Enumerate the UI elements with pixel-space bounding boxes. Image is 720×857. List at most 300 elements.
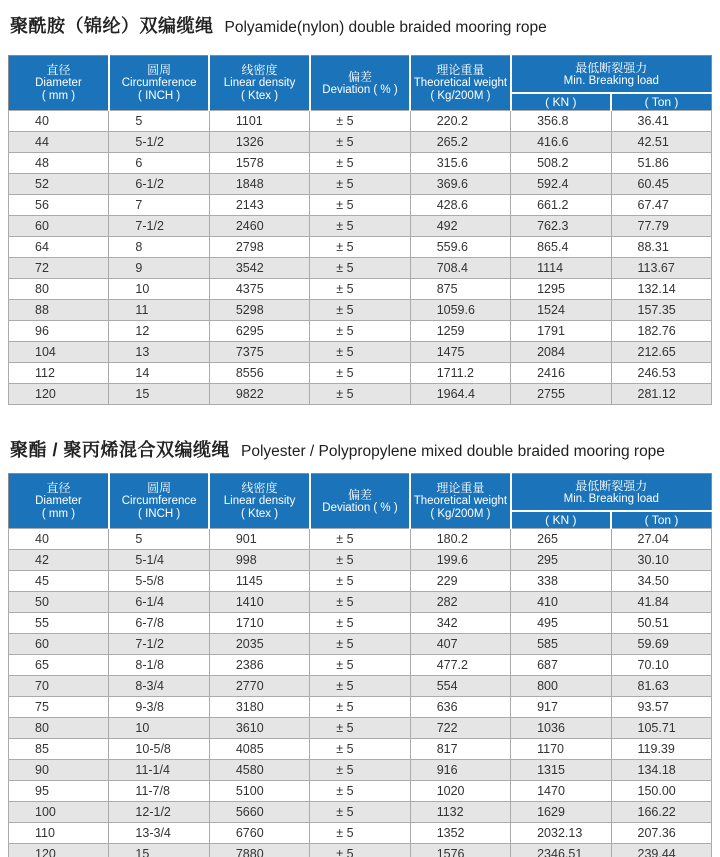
cell: ± 5 <box>310 781 410 802</box>
cell: 1020 <box>410 781 510 802</box>
title-chinese: 聚酯 / 聚丙烯混合双编缆绳 <box>10 440 231 460</box>
cell: 42 <box>9 550 109 571</box>
group-header-en: Min. Breaking load <box>563 492 659 505</box>
cell: ± 5 <box>310 195 410 216</box>
cell: 2770 <box>209 676 309 697</box>
cell: 150.00 <box>611 781 711 802</box>
cell: 60 <box>9 634 109 655</box>
cell: 865.4 <box>511 237 611 258</box>
cell: 1101 <box>209 111 309 132</box>
cell: 10-5/8 <box>109 739 209 760</box>
table-row <box>9 342 712 363</box>
table-row <box>9 718 712 739</box>
cell: 80 <box>9 718 109 739</box>
cell: 48 <box>9 153 109 174</box>
cell: ± 5 <box>310 300 410 321</box>
cell: 1710 <box>209 613 309 634</box>
cell: 70 <box>9 676 109 697</box>
group-header-en: Min. Breaking load <box>563 74 659 87</box>
table-row <box>9 676 712 697</box>
col-header-diameter <box>9 56 109 111</box>
table-row <box>9 781 712 802</box>
cell: 199.6 <box>410 550 510 571</box>
header-group-row <box>9 56 712 94</box>
table-row <box>9 216 712 237</box>
cell: 10 <box>109 279 209 300</box>
cell: ± 5 <box>310 550 410 571</box>
cell: 13 <box>109 342 209 363</box>
table-row <box>9 823 712 844</box>
table-row <box>9 195 712 216</box>
cell: 77.79 <box>611 216 711 237</box>
spec-table-polyester <box>8 473 712 857</box>
cell: 2460 <box>209 216 309 237</box>
table-row <box>9 384 712 405</box>
col-header-zh: 理论重量 <box>436 481 485 495</box>
cell: ± 5 <box>310 760 410 781</box>
table-row <box>9 258 712 279</box>
col-header-zh: 偏差 <box>347 69 372 84</box>
section-title-polyamide <box>0 0 720 55</box>
cell: 4580 <box>209 760 309 781</box>
cell: 917 <box>511 697 611 718</box>
cell: 81.63 <box>611 676 711 697</box>
cell: 104 <box>9 342 109 363</box>
cell: 1578 <box>209 153 309 174</box>
cell: 239.44 <box>611 844 711 857</box>
cell: 65 <box>9 655 109 676</box>
col-header-en: Deviation ( % ) <box>322 501 398 514</box>
col-header-en: Circumference <box>121 77 197 89</box>
table-row <box>9 655 712 676</box>
cell: 4085 <box>209 739 309 760</box>
cell: 7-1/2 <box>109 216 209 237</box>
cell: 1326 <box>209 132 309 153</box>
cell: 342 <box>410 613 510 634</box>
cell: 41.84 <box>611 592 711 613</box>
cell: 246.53 <box>611 363 711 384</box>
col-header-zh: 线密度 <box>241 63 278 77</box>
cell: 1315 <box>511 760 611 781</box>
cell: 1352 <box>410 823 510 844</box>
cell: 7-1/2 <box>109 634 209 655</box>
table-row <box>9 571 712 592</box>
cell: 315.6 <box>410 153 510 174</box>
cell: ± 5 <box>310 739 410 760</box>
col-header-deviation <box>310 56 410 111</box>
cell: 687 <box>511 655 611 676</box>
cell: 5660 <box>209 802 309 823</box>
cell: ± 5 <box>310 174 410 195</box>
cell: 42.51 <box>611 132 711 153</box>
cell: ± 5 <box>310 697 410 718</box>
cell: 5-1/4 <box>109 550 209 571</box>
cell: 52 <box>9 174 109 195</box>
cell: 1964.4 <box>410 384 510 405</box>
cell: ± 5 <box>310 592 410 613</box>
cell: 157.35 <box>611 300 711 321</box>
cell: ± 5 <box>310 718 410 739</box>
cell: 1259 <box>410 321 510 342</box>
cell: 88.31 <box>611 237 711 258</box>
col-header-breaking-load <box>511 56 712 94</box>
cell: 722 <box>410 718 510 739</box>
table-row <box>9 279 712 300</box>
cell: 6-7/8 <box>109 613 209 634</box>
cell: 45 <box>9 571 109 592</box>
col-header-theoretical <box>410 474 510 529</box>
cell: 7375 <box>209 342 309 363</box>
col-header-en: Theoretical weight <box>413 495 508 507</box>
group-header-zh: 最低断裂强力 <box>575 60 648 75</box>
cell: 50.51 <box>611 613 711 634</box>
cell: 6-1/2 <box>109 174 209 195</box>
col-header-en: Linear density <box>223 495 296 507</box>
cell: 50 <box>9 592 109 613</box>
cell: ± 5 <box>310 823 410 844</box>
cell: 11-7/8 <box>109 781 209 802</box>
group-header-zh: 最低断裂强力 <box>575 478 648 493</box>
col-header-zh: 直径 <box>46 481 71 495</box>
cell: 180.2 <box>410 529 510 550</box>
cell: 80 <box>9 279 109 300</box>
cell: 1132 <box>410 802 510 823</box>
cell: 13-3/4 <box>109 823 209 844</box>
cell: ± 5 <box>310 655 410 676</box>
col-header-unit: ( mm ) <box>41 90 76 102</box>
cell: 85 <box>9 739 109 760</box>
cell: 416.6 <box>511 132 611 153</box>
col-header-deviation <box>310 474 410 529</box>
cell: 1036 <box>511 718 611 739</box>
cell: 2386 <box>209 655 309 676</box>
title-english: Polyamide(nylon) double braided mooring rope <box>224 19 547 36</box>
cell: 96 <box>9 321 109 342</box>
cell: 1470 <box>511 781 611 802</box>
cell: 3180 <box>209 697 309 718</box>
cell: 15 <box>109 844 209 857</box>
cell: 6 <box>109 153 209 174</box>
cell: 2084 <box>511 342 611 363</box>
cell: ± 5 <box>310 676 410 697</box>
col-header-unit: ( INCH ) <box>138 90 181 102</box>
cell: 70.10 <box>611 655 711 676</box>
cell: 7 <box>109 195 209 216</box>
cell: 51.86 <box>611 153 711 174</box>
table-header <box>9 56 712 111</box>
col-header-en: Theoretical weight <box>413 77 508 89</box>
cell: 2755 <box>511 384 611 405</box>
cell: 93.57 <box>611 697 711 718</box>
cell: 817 <box>410 739 510 760</box>
cell: 5 <box>109 529 209 550</box>
cell: ± 5 <box>310 844 410 857</box>
col-header-zh: 圆周 <box>147 63 172 77</box>
sub-header-ton: ( Ton ) <box>611 511 711 529</box>
cell: 5 <box>109 111 209 132</box>
cell: 282 <box>410 592 510 613</box>
cell: 112 <box>9 363 109 384</box>
col-header-zh: 理论重量 <box>436 63 485 77</box>
cell: 2416 <box>511 363 611 384</box>
col-header-zh: 直径 <box>46 63 71 77</box>
cell: 56 <box>9 195 109 216</box>
cell: 495 <box>511 613 611 634</box>
cell: 3610 <box>209 718 309 739</box>
table-body <box>9 529 712 857</box>
cell: ± 5 <box>310 216 410 237</box>
col-header-zh: 偏差 <box>347 487 372 502</box>
cell: 1114 <box>511 258 611 279</box>
cell: 1145 <box>209 571 309 592</box>
col-header-unit: ( Kg/200M ) <box>430 508 491 520</box>
cell: 229 <box>410 571 510 592</box>
cell: 369.6 <box>410 174 510 195</box>
cell: 5-1/2 <box>109 132 209 153</box>
col-header-unit: ( mm ) <box>41 508 76 520</box>
table-row <box>9 760 712 781</box>
cell: 132.14 <box>611 279 711 300</box>
cell: ± 5 <box>310 279 410 300</box>
cell: 36.41 <box>611 111 711 132</box>
section-polyamide-rope <box>0 0 720 405</box>
cell: 410 <box>511 592 611 613</box>
col-header-en: Diameter <box>35 495 82 507</box>
cell: 9-3/8 <box>109 697 209 718</box>
col-header-en: Circumference <box>121 495 197 507</box>
cell: 34.50 <box>611 571 711 592</box>
cell: 44 <box>9 132 109 153</box>
spec-table-polyamide <box>8 55 712 405</box>
cell: 901 <box>209 529 309 550</box>
col-header-zh: 圆周 <box>147 481 172 495</box>
cell: 2143 <box>209 195 309 216</box>
cell: ± 5 <box>310 634 410 655</box>
col-header-unit: ( Ktex ) <box>241 508 279 520</box>
cell: ± 5 <box>310 529 410 550</box>
table-header <box>9 474 712 529</box>
cell: 11-1/4 <box>109 760 209 781</box>
cell: 120 <box>9 384 109 405</box>
cell: 60 <box>9 216 109 237</box>
cell: 1576 <box>410 844 510 857</box>
section-title-polyester <box>0 405 720 473</box>
sub-header-kn: ( KN ) <box>511 93 611 111</box>
cell: 113.67 <box>611 258 711 279</box>
cell: 4375 <box>209 279 309 300</box>
col-header-unit: ( Kg/200M ) <box>430 90 491 102</box>
table-row <box>9 550 712 571</box>
cell: 636 <box>410 697 510 718</box>
cell: 5100 <box>209 781 309 802</box>
cell: 134.18 <box>611 760 711 781</box>
cell: 661.2 <box>511 195 611 216</box>
col-header-breaking-load <box>511 474 712 512</box>
cell: 12-1/2 <box>109 802 209 823</box>
section-polyester-rope <box>0 405 720 857</box>
cell: 90 <box>9 760 109 781</box>
col-header-en: Linear density <box>223 77 296 89</box>
col-header-linear <box>209 56 309 111</box>
cell: ± 5 <box>310 321 410 342</box>
col-header-diameter <box>9 474 109 529</box>
cell: 15 <box>109 384 209 405</box>
cell: 585 <box>511 634 611 655</box>
cell: 407 <box>410 634 510 655</box>
title-chinese: 聚酰胺（锦纶）双编缆绳 <box>10 16 214 36</box>
cell: 12 <box>109 321 209 342</box>
cell: ± 5 <box>310 132 410 153</box>
cell: 5-5/8 <box>109 571 209 592</box>
col-header-linear <box>209 474 309 529</box>
cell: 6760 <box>209 823 309 844</box>
table-row <box>9 802 712 823</box>
cell: 67.47 <box>611 195 711 216</box>
cell: ± 5 <box>310 258 410 279</box>
cell: ± 5 <box>310 342 410 363</box>
cell: 40 <box>9 111 109 132</box>
cell: 105.71 <box>611 718 711 739</box>
table-row <box>9 844 712 857</box>
col-header-circumference <box>109 474 209 529</box>
cell: 1711.2 <box>410 363 510 384</box>
col-header-zh: 线密度 <box>241 481 278 495</box>
cell: 1524 <box>511 300 611 321</box>
cell: 88 <box>9 300 109 321</box>
cell: 59.69 <box>611 634 711 655</box>
cell: 2035 <box>209 634 309 655</box>
cell: 11 <box>109 300 209 321</box>
cell: 27.04 <box>611 529 711 550</box>
cell: 5298 <box>209 300 309 321</box>
cell: 428.6 <box>410 195 510 216</box>
cell: 40 <box>9 529 109 550</box>
cell: 8556 <box>209 363 309 384</box>
col-header-unit: ( INCH ) <box>138 508 181 520</box>
sub-header-ton: ( Ton ) <box>611 93 711 111</box>
cell: ± 5 <box>310 571 410 592</box>
col-header-unit: ( Ktex ) <box>241 90 279 102</box>
cell: 182.76 <box>611 321 711 342</box>
cell: ± 5 <box>310 153 410 174</box>
cell: 356.8 <box>511 111 611 132</box>
cell: 1295 <box>511 279 611 300</box>
cell: 212.65 <box>611 342 711 363</box>
col-header-en: Diameter <box>35 77 82 89</box>
cell: 6-1/4 <box>109 592 209 613</box>
cell: 110 <box>9 823 109 844</box>
table-row <box>9 237 712 258</box>
cell: 477.2 <box>410 655 510 676</box>
table-row <box>9 132 712 153</box>
cell: 1791 <box>511 321 611 342</box>
cell: 265.2 <box>410 132 510 153</box>
cell: 1170 <box>511 739 611 760</box>
cell: 2346.51 <box>511 844 611 857</box>
cell: 2032.13 <box>511 823 611 844</box>
table-row <box>9 592 712 613</box>
cell: 2798 <box>209 237 309 258</box>
cell: 998 <box>209 550 309 571</box>
cell: 100 <box>9 802 109 823</box>
cell: 1410 <box>209 592 309 613</box>
cell: ± 5 <box>310 802 410 823</box>
table-row <box>9 321 712 342</box>
cell: 708.4 <box>410 258 510 279</box>
col-header-circumference <box>109 56 209 111</box>
cell: 554 <box>410 676 510 697</box>
cell: 295 <box>511 550 611 571</box>
table-row <box>9 697 712 718</box>
cell: 1475 <box>410 342 510 363</box>
cell: 8-3/4 <box>109 676 209 697</box>
cell: 95 <box>9 781 109 802</box>
table-row <box>9 613 712 634</box>
table-row <box>9 174 712 195</box>
cell: ± 5 <box>310 111 410 132</box>
table-row <box>9 529 712 550</box>
cell: 166.22 <box>611 802 711 823</box>
cell: 207.36 <box>611 823 711 844</box>
cell: 1629 <box>511 802 611 823</box>
cell: 30.10 <box>611 550 711 571</box>
cell: 492 <box>410 216 510 237</box>
cell: 592.4 <box>511 174 611 195</box>
cell: 800 <box>511 676 611 697</box>
cell: 75 <box>9 697 109 718</box>
table-row <box>9 363 712 384</box>
cell: 762.3 <box>511 216 611 237</box>
cell: 1059.6 <box>410 300 510 321</box>
cell: 220.2 <box>410 111 510 132</box>
header-group-row <box>9 474 712 512</box>
cell: 338 <box>511 571 611 592</box>
cell: 281.12 <box>611 384 711 405</box>
table-body <box>9 111 712 405</box>
cell: 8-1/8 <box>109 655 209 676</box>
cell: 8 <box>109 237 209 258</box>
cell: 64 <box>9 237 109 258</box>
cell: 875 <box>410 279 510 300</box>
cell: 119.39 <box>611 739 711 760</box>
col-header-en: Deviation ( % ) <box>322 83 398 96</box>
table-row <box>9 111 712 132</box>
cell: 265 <box>511 529 611 550</box>
col-header-theoretical <box>410 56 510 111</box>
cell: ± 5 <box>310 237 410 258</box>
cell: 60.45 <box>611 174 711 195</box>
cell: 10 <box>109 718 209 739</box>
cell: 3542 <box>209 258 309 279</box>
table-row <box>9 300 712 321</box>
cell: 72 <box>9 258 109 279</box>
cell: 55 <box>9 613 109 634</box>
cell: 120 <box>9 844 109 857</box>
cell: 9822 <box>209 384 309 405</box>
cell: 6295 <box>209 321 309 342</box>
cell: ± 5 <box>310 613 410 634</box>
cell: ± 5 <box>310 384 410 405</box>
title-english: Polyester / Polypropylene mixed double braided mooring rope <box>241 443 665 460</box>
table-row <box>9 739 712 760</box>
cell: 508.2 <box>511 153 611 174</box>
cell: 14 <box>109 363 209 384</box>
cell: 7880 <box>209 844 309 857</box>
cell: 1848 <box>209 174 309 195</box>
cell: 559.6 <box>410 237 510 258</box>
cell: ± 5 <box>310 363 410 384</box>
cell: 916 <box>410 760 510 781</box>
